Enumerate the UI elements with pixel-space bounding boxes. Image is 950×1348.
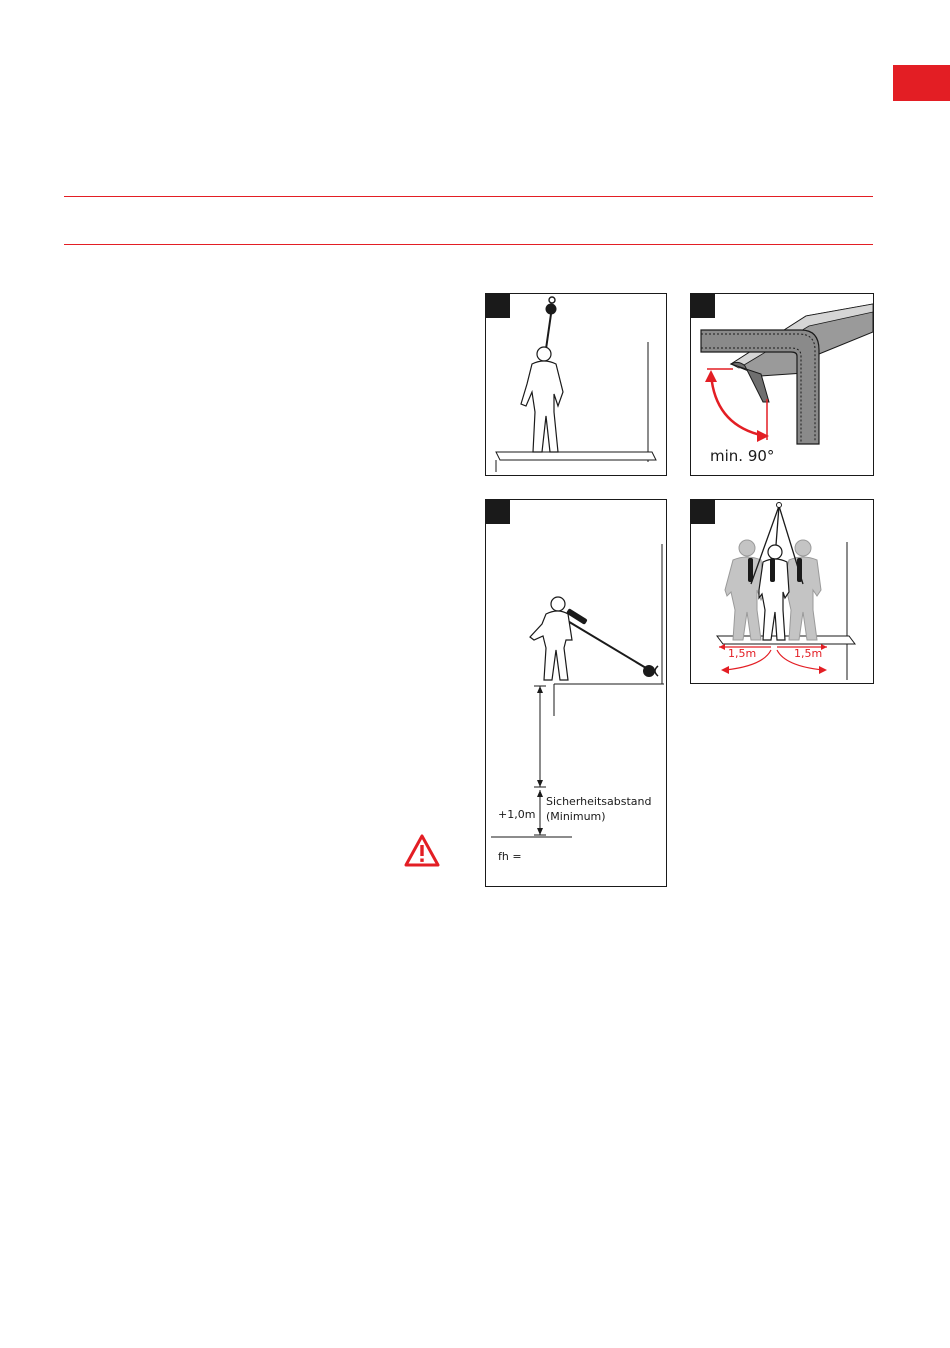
header-rule-bottom (64, 244, 873, 245)
figure-edge-angle (690, 293, 874, 476)
lateral-swing-illustration (691, 500, 873, 683)
clearance-qualifier: (Minimum) (546, 810, 606, 823)
angle-label: min. 90° (710, 447, 775, 465)
clearance-label: Sicherheitsabstand (546, 795, 652, 808)
left-distance-label: 1,5m (728, 647, 757, 660)
fall-clearance-illustration (486, 500, 666, 886)
figure-lateral-swing (690, 499, 874, 684)
figure-vertical-anchor (485, 293, 667, 476)
formula-label: fh = (498, 850, 522, 863)
header-rule-top (64, 196, 873, 197)
added-distance-label: +1,0m (498, 808, 536, 821)
figure-fall-clearance (485, 499, 667, 887)
right-distance-label: 1,5m (794, 647, 823, 660)
vertical-anchor-illustration (486, 294, 666, 475)
chapter-tab (893, 65, 950, 101)
warning-triangle-icon (404, 834, 440, 872)
